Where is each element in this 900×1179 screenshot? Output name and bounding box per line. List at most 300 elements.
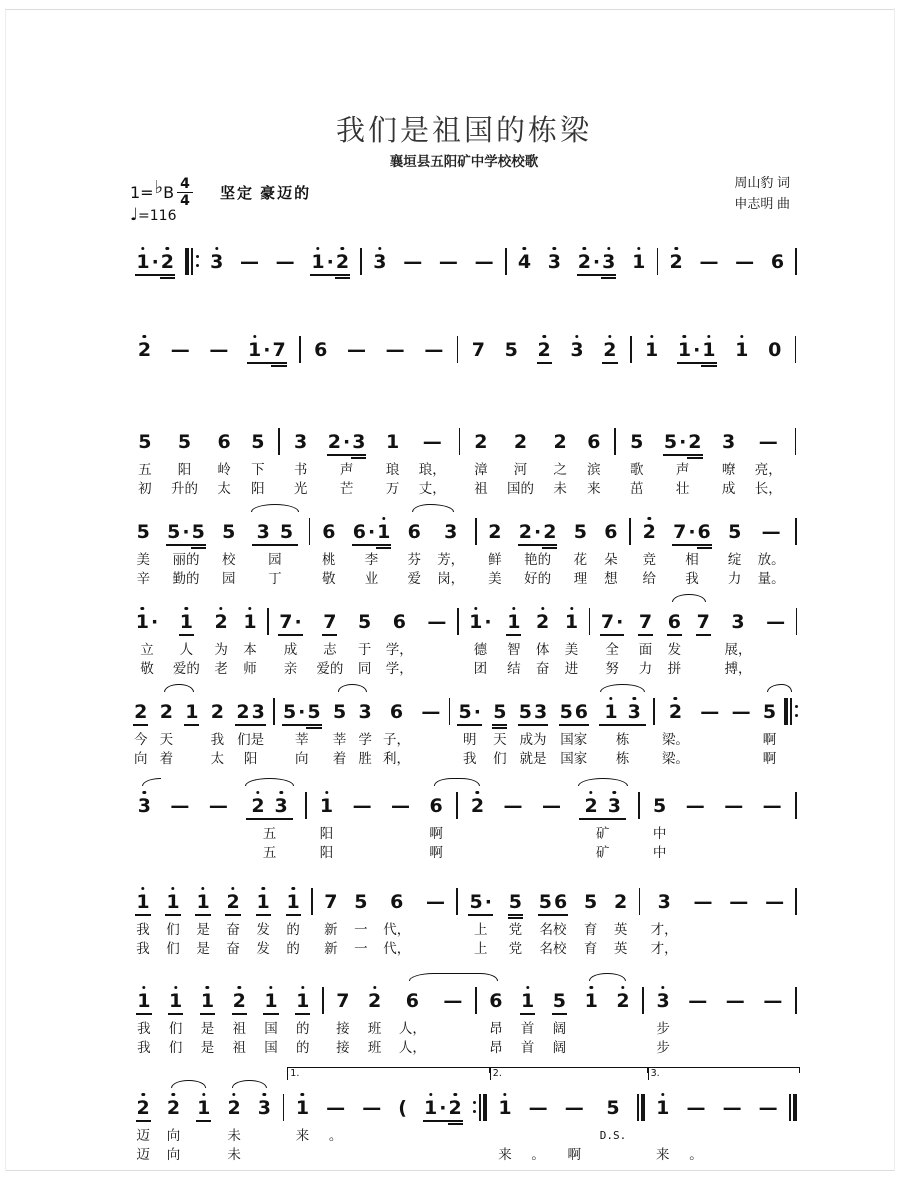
- note-column: [162, 414, 208, 498]
- note-digit: [226, 1090, 241, 1119]
- octave-dot: [238, 986, 241, 989]
- lyric-line-2: 啊: [762, 751, 777, 766]
- barline-column: [472, 973, 480, 1057]
- note-glyph: [553, 423, 568, 460]
- note-digit: [642, 514, 657, 543]
- note-digit: [696, 604, 711, 633]
- lyric-line-1: 之: [553, 462, 567, 477]
- note-glyph: [210, 693, 225, 730]
- note-digit: [196, 1090, 211, 1119]
- note-glyph: [332, 693, 347, 730]
- note-glyph: [159, 693, 174, 730]
- note-column: [565, 504, 596, 588]
- underline-area: [723, 817, 744, 824]
- note-row: [685, 787, 706, 817]
- note-digit: [583, 884, 598, 913]
- note-row: [584, 982, 599, 1012]
- note-char: —: [542, 795, 561, 817]
- underline-seg: [297, 727, 306, 729]
- beam-underline: [508, 914, 523, 916]
- note-digit: [605, 1090, 620, 1119]
- slur-slot: [352, 684, 378, 693]
- note-digit: [177, 424, 192, 453]
- note-char: 6: [390, 891, 404, 913]
- bar-group: [360, 246, 362, 276]
- slur-slot: [661, 234, 691, 243]
- note-column: [556, 1067, 592, 1164]
- lyric-line-1: 啊: [429, 826, 443, 841]
- note-row: [758, 423, 779, 453]
- note-row: [468, 603, 492, 633]
- lyric-line-2: 未: [553, 481, 567, 496]
- slur-slot: [430, 504, 472, 513]
- note-column: [718, 594, 759, 678]
- note-row: [208, 331, 229, 361]
- note-column: [316, 874, 346, 958]
- note-digit: [136, 1090, 151, 1119]
- slur-arc: [672, 594, 689, 602]
- note-row: [492, 693, 507, 723]
- beam-underline-2: [518, 547, 558, 549]
- note-column: [689, 594, 718, 678]
- lyric-line-1: 阔: [552, 1021, 567, 1036]
- octave-dot: [279, 791, 282, 794]
- note-digit: [137, 332, 152, 361]
- underline-seg: [181, 547, 190, 549]
- lyric-line-2: 给: [642, 571, 656, 586]
- note-char: ·: [439, 1097, 447, 1119]
- lyric-line-1: 琅: [385, 462, 400, 477]
- note-char: 6: [352, 521, 366, 543]
- note-digit: [335, 983, 350, 1012]
- note-row: [537, 331, 552, 361]
- slur-arc: [782, 684, 792, 692]
- note-column: [154, 684, 180, 768]
- slur-slot: [453, 874, 461, 883]
- octave-dot: [541, 607, 544, 610]
- note-digit: [552, 983, 567, 1012]
- bar-group: [475, 516, 477, 546]
- lyric-line-2: 才，: [650, 941, 678, 956]
- lyric-line-2: 业: [364, 571, 379, 586]
- slur-slot: [271, 594, 309, 603]
- barline-column: [586, 594, 593, 678]
- lyric-line-2: 首: [520, 1040, 535, 1055]
- note-digit: [327, 424, 342, 453]
- note-row: [731, 693, 752, 723]
- note-row: [367, 982, 382, 1012]
- note-column: [188, 874, 218, 958]
- bar-group: [309, 516, 311, 546]
- slur-slot: [454, 594, 461, 603]
- lyricist-credit: 周山豹 词: [734, 175, 790, 190]
- bar-glyph: [614, 423, 616, 456]
- bar-glyph: [630, 331, 632, 364]
- slur-slot: [158, 874, 188, 883]
- note-column: [395, 234, 431, 280]
- note-char: —: [403, 251, 423, 273]
- underline-area: [195, 913, 210, 920]
- note-row: [325, 1089, 346, 1119]
- slur-slot: [714, 1080, 750, 1089]
- barline-column: [280, 1067, 288, 1164]
- lyric-line-2: 国的: [507, 481, 535, 496]
- slur-slot: [664, 504, 719, 513]
- note-digit: [573, 514, 588, 543]
- note-char: —: [362, 1097, 382, 1119]
- underline-area: [471, 361, 486, 368]
- lyric-line-1: 步: [656, 1021, 670, 1036]
- lyric-line-1: 展，: [724, 642, 752, 657]
- beam-underline: [468, 914, 492, 916]
- underline-area: [168, 1012, 183, 1019]
- lyric-line-1: 绽: [727, 552, 742, 567]
- note-glyph: [216, 423, 231, 460]
- underline-area: [423, 361, 444, 368]
- note-row: [405, 982, 420, 1012]
- note-column: [128, 684, 154, 768]
- duration-dash: [692, 884, 713, 913]
- slur-slot: [302, 778, 311, 787]
- note-char: 1: [507, 611, 521, 633]
- underline-area: [638, 633, 653, 640]
- note-column: [544, 973, 576, 1057]
- underline-area: [286, 913, 301, 920]
- note-column: [753, 778, 791, 862]
- duration-dash: [564, 1090, 585, 1119]
- lyric-line-1: 李: [364, 552, 379, 567]
- lyric-line-1: 栋: [615, 732, 630, 747]
- underline-area: [226, 1119, 241, 1126]
- beam-underline: [423, 1120, 463, 1122]
- underline-area: [687, 1012, 708, 1019]
- note-column: [500, 874, 530, 958]
- bar-thin-line: [267, 608, 269, 635]
- lyric-line-2: 名校: [539, 941, 567, 956]
- barline-column: [791, 414, 800, 498]
- slur-slot: [453, 322, 462, 331]
- beam-underline: [200, 1013, 215, 1015]
- note-glyph: [310, 243, 350, 280]
- note-glyph: [699, 693, 720, 730]
- lyric-line-1: 们是: [237, 732, 265, 747]
- score-system: [128, 414, 800, 498]
- octave-dot: [219, 607, 222, 610]
- bar-glyph: [273, 693, 275, 726]
- note-column: [287, 973, 319, 1057]
- bar-group: [505, 246, 507, 276]
- duration-dash: [402, 244, 423, 273]
- note-row: [541, 787, 562, 817]
- note-glyph: [584, 982, 599, 1019]
- note-digit: [160, 244, 175, 273]
- note-glyph: [169, 787, 190, 824]
- bar-thin-line: [479, 1094, 481, 1121]
- bar-glyph: [456, 787, 458, 820]
- note-digit: [672, 514, 687, 543]
- note-row: [179, 603, 194, 633]
- note-char: —: [421, 701, 441, 723]
- duration-dash: [385, 332, 406, 361]
- underline-area: [313, 361, 328, 368]
- note-char: —: [422, 431, 442, 453]
- duration-dash: [208, 332, 229, 361]
- note-row: [136, 1089, 151, 1119]
- underline-area: [332, 723, 347, 730]
- note-digit: [313, 332, 328, 361]
- note-glyph: [547, 243, 562, 280]
- note-glyph: [629, 423, 644, 460]
- slur-slot: [461, 594, 499, 603]
- bar-thick-line: [185, 248, 189, 275]
- lyric-line-2: 长，: [754, 481, 782, 496]
- note-char: ·: [151, 611, 159, 633]
- note-column: [717, 973, 755, 1057]
- underline-seg: [310, 277, 325, 279]
- note-char: 3: [731, 611, 745, 633]
- note-char: ·: [343, 431, 351, 453]
- octave-dot: [637, 247, 640, 250]
- slur-slot: [182, 234, 201, 243]
- underline-area: [252, 543, 298, 550]
- slur-slot: [635, 778, 644, 787]
- slur-arc: [189, 1080, 207, 1088]
- bar-thin-line: [457, 608, 459, 635]
- lyric-line-1: 校: [221, 552, 236, 567]
- bar-thin-line: [299, 336, 301, 363]
- note-char: 1: [179, 611, 193, 633]
- slur-slot: [593, 594, 631, 603]
- note-column: [512, 973, 544, 1057]
- bar-thin-line: [283, 1094, 285, 1121]
- underline-area: [352, 817, 373, 824]
- underline-area: [488, 1012, 503, 1019]
- lyric-line-2: 们: [168, 1040, 183, 1055]
- note-row: [677, 331, 717, 361]
- note-digit: [295, 1090, 310, 1119]
- underline-area: [685, 817, 706, 824]
- underline-seg: [151, 277, 160, 279]
- note-digit: [535, 604, 550, 633]
- note-char: ·: [688, 521, 696, 543]
- slur-arc: [600, 684, 644, 692]
- note-digit: [357, 694, 372, 723]
- note-digit: [615, 983, 630, 1012]
- lyric-line-2: 学，: [385, 661, 413, 676]
- note-column: [128, 1067, 158, 1164]
- expression-marking: 坚定 豪迈的: [220, 185, 312, 202]
- note-row: [668, 693, 683, 723]
- beam-underline-2: [677, 365, 717, 367]
- note-char: 2: [134, 701, 148, 723]
- note-char: ·: [367, 521, 376, 543]
- note-digit: [655, 983, 670, 1012]
- note-digit: [599, 694, 622, 723]
- bar-thin-line: [449, 698, 451, 725]
- note-glyph: [657, 883, 672, 920]
- bar-group: [475, 985, 477, 1015]
- note-row: [407, 513, 422, 543]
- note-column: [192, 973, 224, 1057]
- underline-seg: [135, 277, 150, 279]
- note-glyph: [638, 603, 653, 640]
- underline-area: [599, 723, 645, 730]
- underline-area: [470, 817, 485, 824]
- bar-thin-line: [322, 987, 324, 1014]
- slur-slot: [758, 322, 791, 331]
- underline-area: [698, 273, 719, 280]
- underline-area: [385, 453, 400, 460]
- lyric-line-2: 着: [159, 751, 174, 766]
- note-glyph: [468, 603, 492, 640]
- note-char: 6: [217, 431, 231, 453]
- note-digit: [251, 694, 266, 723]
- note-glyph: [250, 423, 265, 460]
- note-digit: [257, 1090, 272, 1119]
- meter-numerator: 4: [180, 176, 190, 192]
- lyric-line-1: 下: [251, 462, 265, 477]
- lyric-line-1: 桃: [322, 552, 336, 567]
- underline-area: [615, 1012, 630, 1019]
- octave-dot: [589, 986, 592, 989]
- note-column: [415, 322, 454, 368]
- lyric-line-1: 来: [295, 1128, 310, 1143]
- note-char: —: [170, 795, 190, 817]
- slur-slot: [219, 1080, 249, 1089]
- note-glyph: [468, 883, 492, 920]
- underline-area: [443, 543, 458, 550]
- underline-area: [573, 543, 588, 550]
- underline-area: [135, 913, 150, 920]
- slur-slot: [287, 1080, 317, 1089]
- note-column: [664, 504, 719, 588]
- note-digit: [601, 244, 616, 273]
- note-char: 5: [177, 431, 192, 453]
- note-row: [503, 787, 524, 817]
- lyric-line-1: 育: [583, 922, 598, 937]
- note-row: [638, 603, 653, 633]
- note-char: 1: [656, 1097, 670, 1119]
- note-glyph: [442, 982, 463, 1019]
- note-glyph: [196, 1089, 211, 1126]
- lyric-line-1: 国家: [560, 732, 588, 747]
- note-glyph: [208, 331, 229, 368]
- octave-dot: [647, 517, 650, 520]
- slur-slot: [714, 778, 752, 787]
- note-digit: [200, 983, 215, 1012]
- note-digit: [488, 983, 503, 1012]
- slur-slot: [202, 234, 232, 243]
- note-char: 5: [606, 1097, 620, 1119]
- slur-slot: [528, 322, 561, 331]
- volta-bracket: [219, 1067, 249, 1080]
- lyric-line-1: 的: [296, 1021, 310, 1036]
- slur-slot: [631, 594, 660, 603]
- octave-dot: [174, 986, 177, 989]
- note-row: [226, 1089, 241, 1119]
- note-glyph: [367, 982, 382, 1019]
- underline-seg: [601, 277, 616, 279]
- note-row: [761, 513, 782, 543]
- note-row: [275, 243, 296, 273]
- barline-column: [786, 1067, 800, 1164]
- slur-slot: [643, 778, 676, 787]
- note-column: [577, 414, 611, 498]
- slur-slot: [594, 684, 651, 693]
- note-column: [750, 1067, 786, 1164]
- octave-dot: [301, 1093, 304, 1096]
- note-char: 5: [469, 891, 483, 913]
- barline-column: [453, 874, 461, 958]
- note-digit: [235, 694, 250, 723]
- note-char: 5: [251, 431, 265, 453]
- note-column: [219, 1067, 249, 1164]
- volta-bracket: [318, 1067, 354, 1080]
- note-char: ·: [693, 339, 701, 361]
- note-digit: [150, 604, 159, 633]
- slur-slot: [350, 594, 379, 603]
- octave-dot: [231, 887, 234, 890]
- beam-underline: [278, 634, 302, 636]
- note-glyph: [669, 243, 684, 280]
- note-glyph: [166, 513, 206, 550]
- note-row: [286, 883, 301, 913]
- octave-dot: [526, 986, 529, 989]
- note-digit: [323, 884, 338, 913]
- slur-slot: [236, 594, 265, 603]
- bar-group: [795, 886, 797, 916]
- beam-underline: [135, 914, 150, 916]
- lyric-line-2: 阳: [243, 751, 258, 766]
- underline-seg: [692, 365, 701, 367]
- slur-slot: [205, 684, 231, 693]
- lyric-line-2: 向: [166, 1147, 181, 1162]
- beam-underline: [295, 1013, 310, 1015]
- slur-slot: [238, 778, 302, 787]
- lyric-line-2: 来: [656, 1147, 670, 1162]
- note-char: 0: [768, 339, 782, 361]
- note-row: [583, 883, 598, 913]
- note-glyph: [492, 693, 507, 730]
- underline-area: [389, 913, 404, 920]
- lyric-line-2: 壮: [675, 481, 690, 496]
- note-glyph: [389, 883, 404, 920]
- lyric-line-2: 敬: [140, 661, 154, 676]
- underline-area: [492, 723, 507, 730]
- underline-area: [669, 273, 684, 280]
- note-glyph: [600, 603, 624, 640]
- note-row: [263, 982, 278, 1012]
- bar-glyph: [505, 243, 507, 276]
- bar-glyph: [642, 982, 644, 1015]
- note-row: [177, 423, 192, 453]
- underline-seg: [327, 457, 342, 459]
- score-meta: [128, 174, 800, 230]
- underline-seg: [271, 365, 286, 367]
- underline-area: [605, 1119, 620, 1126]
- lyric-line-1: 园: [268, 552, 282, 567]
- note-column: [528, 322, 561, 368]
- note-digit: [372, 244, 387, 273]
- note-char: —: [731, 701, 751, 723]
- note-char: 1: [248, 339, 262, 361]
- lyric-line-2: 阳: [319, 845, 334, 860]
- lyric-line-1: 漳: [474, 462, 488, 477]
- duration-dash: [239, 244, 260, 273]
- note-glyph: [357, 693, 372, 730]
- underline-area: [696, 633, 711, 640]
- underline-area: [699, 723, 720, 730]
